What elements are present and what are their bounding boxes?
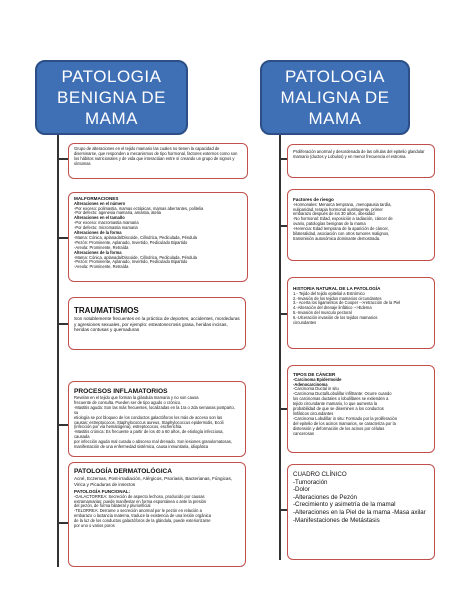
malformaciones-line: -Por exceso: macromastia mamaria	[74, 220, 139, 226]
benign-branch-malformaciones	[57, 237, 68, 239]
benign-definition-text: Grupo de alteraciones en el tejido mamario las cuales no tienen la capacidad de diseminarse, que responden a mecanismos de tipo hormonal, factores externos como son los hábitos nutricionales y de vida que interactúan entre sí creando un grupo de signos y síntomas	[74, 146, 238, 166]
inflamatorios-line: -Mastitis aguda: Son las más frecuentes, localizadas en la 1ra o 2da semanas postparto, su	[74, 404, 235, 415]
tipos-line: los carcinomas ductales o lobulillares se extienden a	[293, 396, 389, 402]
inflamatorios-box	[68, 381, 246, 457]
tipos-line: del epitelio de los acinos mamarios, se caracteriza por la	[293, 420, 396, 426]
malformaciones-line: -Por exceso: polimastia, mamas ectópicas, mamas aberrantes, politelia	[74, 205, 204, 211]
inflamatorios-line: causas: estreptococos, Staphylococcus aureus, Staphylococcus epidermidis, Ecoli	[74, 419, 224, 425]
malformaciones-line: Alteraciones de la forma	[74, 230, 122, 236]
riesgo-box	[287, 189, 435, 261]
funcional-line: por uno o varios poros	[74, 523, 115, 529]
benign-title-line-3: MAMA	[85, 109, 138, 128]
malformaciones-line: -Pezón: Prominente, Aplanado, Invertido, Pediculado Bipartido	[74, 259, 188, 265]
tipos-line: distensión y deformación de los acinos por células	[293, 425, 385, 431]
inflamatorios-line: manifestación de una enfermedad sistémica, causa inmunitaria, idiopática	[74, 444, 209, 450]
historia-line: circundantes	[293, 320, 317, 326]
tipos-line: -Carcinoma Epidermoide	[293, 376, 342, 382]
funcional-line: -GALACTORREA: Secreción de aspecto lechoso, producido por causas	[74, 493, 205, 499]
inflamatorios-title: PROCESOS INFLAMATORIOS	[74, 388, 168, 395]
inflamatorios-line: por infección aguda mal curada o absceso mal drenado. Son lesiones granulomatosas,	[74, 439, 232, 445]
clinico-line: -Dolor	[293, 486, 310, 494]
tipos-line: cancerosas	[293, 430, 314, 436]
malformaciones-line: Alteraciones en el tamaño	[74, 215, 125, 221]
clinico-line: -Alteraciones en la Piel de la mama -Masa axilar	[293, 508, 426, 516]
malignant-definition-text: Proliferación anormal y desordenada de las células del epitelio glandular mamario (ductos y Lobulos) y en menor frecuencia el estroma.	[293, 149, 425, 159]
malformaciones-line: Alteraciones en el número	[74, 200, 126, 206]
benign-definition-box	[68, 143, 248, 179]
historia-box	[287, 277, 435, 349]
clinico-box	[287, 464, 435, 560]
dermatologica-text: Acné, Eczemas, Post-irradiación, Alérgicos, Psoriasis, Bacterianas, Fúngicas, Virica y Picaduras de insectos	[74, 476, 233, 487]
clinico-line: -Alteraciones de Pezón	[293, 493, 357, 501]
tipos-line: tejido circundante mamario, lo que aumenta la	[293, 401, 377, 407]
funcional-title: PATOLOGÍA FUNCIONAL:	[74, 489, 131, 494]
historia-line: 2.-Invasión de los tejidos mamarios circundantes	[293, 295, 382, 301]
historia-line: 4.-Alteración del drenaje linfático -->Edema	[293, 305, 372, 311]
funcional-line: del pezón, de forma bilateral y pluriorificial	[74, 503, 151, 509]
benign-title-line-2: BENIGNA DE	[57, 88, 166, 107]
dermatologica-box	[68, 462, 246, 567]
malignant-branch-intro	[279, 158, 287, 160]
riesgo-title: Factores de riesgo	[293, 197, 334, 202]
benign-branch-intro	[57, 158, 68, 160]
malformaciones-box	[68, 192, 248, 282]
malformaciones-line: -Mama: Cónica, aplanada/Discoide, Cilíndrica, Pediculada, Péndula	[74, 234, 197, 240]
malignant-branch-riesgo	[279, 225, 287, 227]
historia-line: 3.- Acerta los ligamentos de Cooper -->retracción de la Piel	[293, 300, 401, 306]
tipos-line: -Adenocarcinoma	[293, 381, 328, 387]
benign-title-box	[35, 60, 188, 135]
benign-trunk-line	[57, 135, 59, 567]
tipos-box	[287, 365, 435, 453]
inflamatorios-line: (infección por vía hematógena), estreptococos, escherichia.	[74, 424, 183, 430]
malformaciones-line: -Areola: Prominente, Retraída	[74, 244, 129, 250]
dermatologica-title: PATOLOGÍA DERMATOLÓGICA	[74, 468, 173, 475]
malignant-branch-historia	[279, 313, 287, 315]
tipos-line: probabilidad de que se diseminen a los conductos	[293, 406, 384, 412]
funcional-line: de la luz de los conductos galactóforos de la glándula, puede exteriorizarse	[74, 518, 211, 524]
inflamatorios-line: Revelan en el tejido que forman la glándula mamaria y no son causa	[74, 395, 199, 400]
tipos-line: -Carcinoma Ductal/Lobulillar infiltrante: Ocurre cuando	[293, 391, 392, 397]
clinico-title: CUADRO CLÍNICO	[293, 471, 347, 478]
clinico-line: -Tumoración	[293, 478, 328, 486]
riesgo-line: bilateralidad, asociación con otros tumores malignos,	[293, 231, 390, 237]
malformaciones-title: MALFORMACIONES	[74, 196, 119, 201]
funcional-line: -TELORREA: Derrame o secreción anormal por le pezón en relación a	[74, 508, 202, 514]
inflamatorios-line: -Mastitis crónica: Es frecuente a partir de los 40 a 60 años, de etiología infecciosa, causada	[74, 429, 224, 440]
clinico-line: -Crecimiento y asimetría de la mamal	[293, 501, 396, 509]
historia-line: 5.-Invasión del musculo pectoral	[293, 310, 352, 316]
malformaciones-line: Alteraciones de la forma	[74, 249, 122, 255]
malformaciones-line: -Mama: Cónica, aplanada/Discoide, Cilíndrica, Pediculada, Péndula	[74, 254, 197, 260]
malformaciones-line: -Pezón: Prominente, Aplanado, Invertido, Pediculado Bipartido	[74, 239, 188, 245]
funcional-line: extramamarias; puede manifestar en forma espontánea o ante la presión	[74, 498, 207, 504]
inflamatorios-line: frecuente de consulta. Pueden ser de tipo agudo o crónico.	[74, 399, 182, 405]
tipos-line: -Carcinoma Ductal in situ	[293, 386, 339, 392]
historia-title: HISTORIA NATURAL DE LA PATOLOGÍA	[293, 286, 381, 291]
funcional-line: embarazo o lactancia materna, traduce la existencia de una lesión orgánica	[74, 513, 211, 519]
traumatismos-text: Son notablemente frecuentes en la práctica de deportes, accidentes, mordeduras y agresiones sexuales, por ejemplo: esteatonecrosis grasa, heridas incisas, heridas contusas y quemaduras	[74, 316, 240, 332]
benign-title-line-1: PATOLOGIA	[61, 67, 162, 86]
riesgo-line: transmisión autosómica dominante demostrada.	[293, 235, 381, 241]
riesgo-line: -Hormonales: Menarca temprana, ,menopausia tardía,	[293, 201, 392, 207]
malignant-title-line-3: MAMA	[308, 109, 362, 128]
riesgo-line: ovario, patologías benignas de la mama	[293, 221, 366, 227]
traumatismos-box	[68, 297, 246, 350]
historia-line: 1.- Tejido del tejido epitelial a Estrómico	[293, 290, 365, 296]
benign-branch-inflamatorios	[57, 424, 68, 426]
malignant-definition-box	[287, 144, 435, 178]
benign-branch-dermatologica	[57, 522, 68, 524]
malformaciones-line: -Areola: Prominente, Retraída	[74, 264, 129, 270]
malignant-title-box	[260, 60, 410, 135]
malignant-branch-tipos	[279, 408, 287, 410]
riesgo-line: -No hormonal: Edad, exposición a radiación, cáncer de	[293, 216, 393, 222]
malformaciones-line: -Por defecto: micromastia mamaria	[74, 225, 138, 231]
tipos-title: TIPOS DE CÁNCER	[293, 372, 336, 377]
malignant-title-line-1: PATOLOGIA	[285, 67, 385, 86]
historia-line: 6.-Ulceración invasión de los tejidos mamarios	[293, 315, 378, 321]
malignant-trunk-line	[279, 135, 281, 560]
inflamatorios-line: etiología se por bloqueo de los conductos galactóforos los más de acceso son las	[74, 414, 223, 420]
traumatismos-title: TRAUMATISMOS	[74, 306, 139, 315]
tipos-line: -Carcinoma Lobulillar in situ: Formado por la proliferación	[293, 415, 397, 421]
riesgo-line: embarazo después de los 30 años, obesidad	[293, 211, 375, 217]
malignant-title-line-2: MALIGNA DE	[280, 88, 390, 107]
malformaciones-line: -Por defecto: agenesia mamaria, amastia, atelia	[74, 210, 161, 216]
riesgo-line: nuliparidad, terapia hormonal sustituyente, primer	[293, 206, 383, 212]
benign-branch-traumatismos	[57, 323, 68, 325]
tipos-line: linfáticos circundantes	[293, 410, 334, 416]
malignant-branch-clinico	[279, 509, 287, 511]
clinico-line: -Manifestaciones de Metástasis	[293, 516, 380, 524]
riesgo-line: -Herencia: Edad temprana de la aparición de cáncer,	[293, 226, 389, 232]
